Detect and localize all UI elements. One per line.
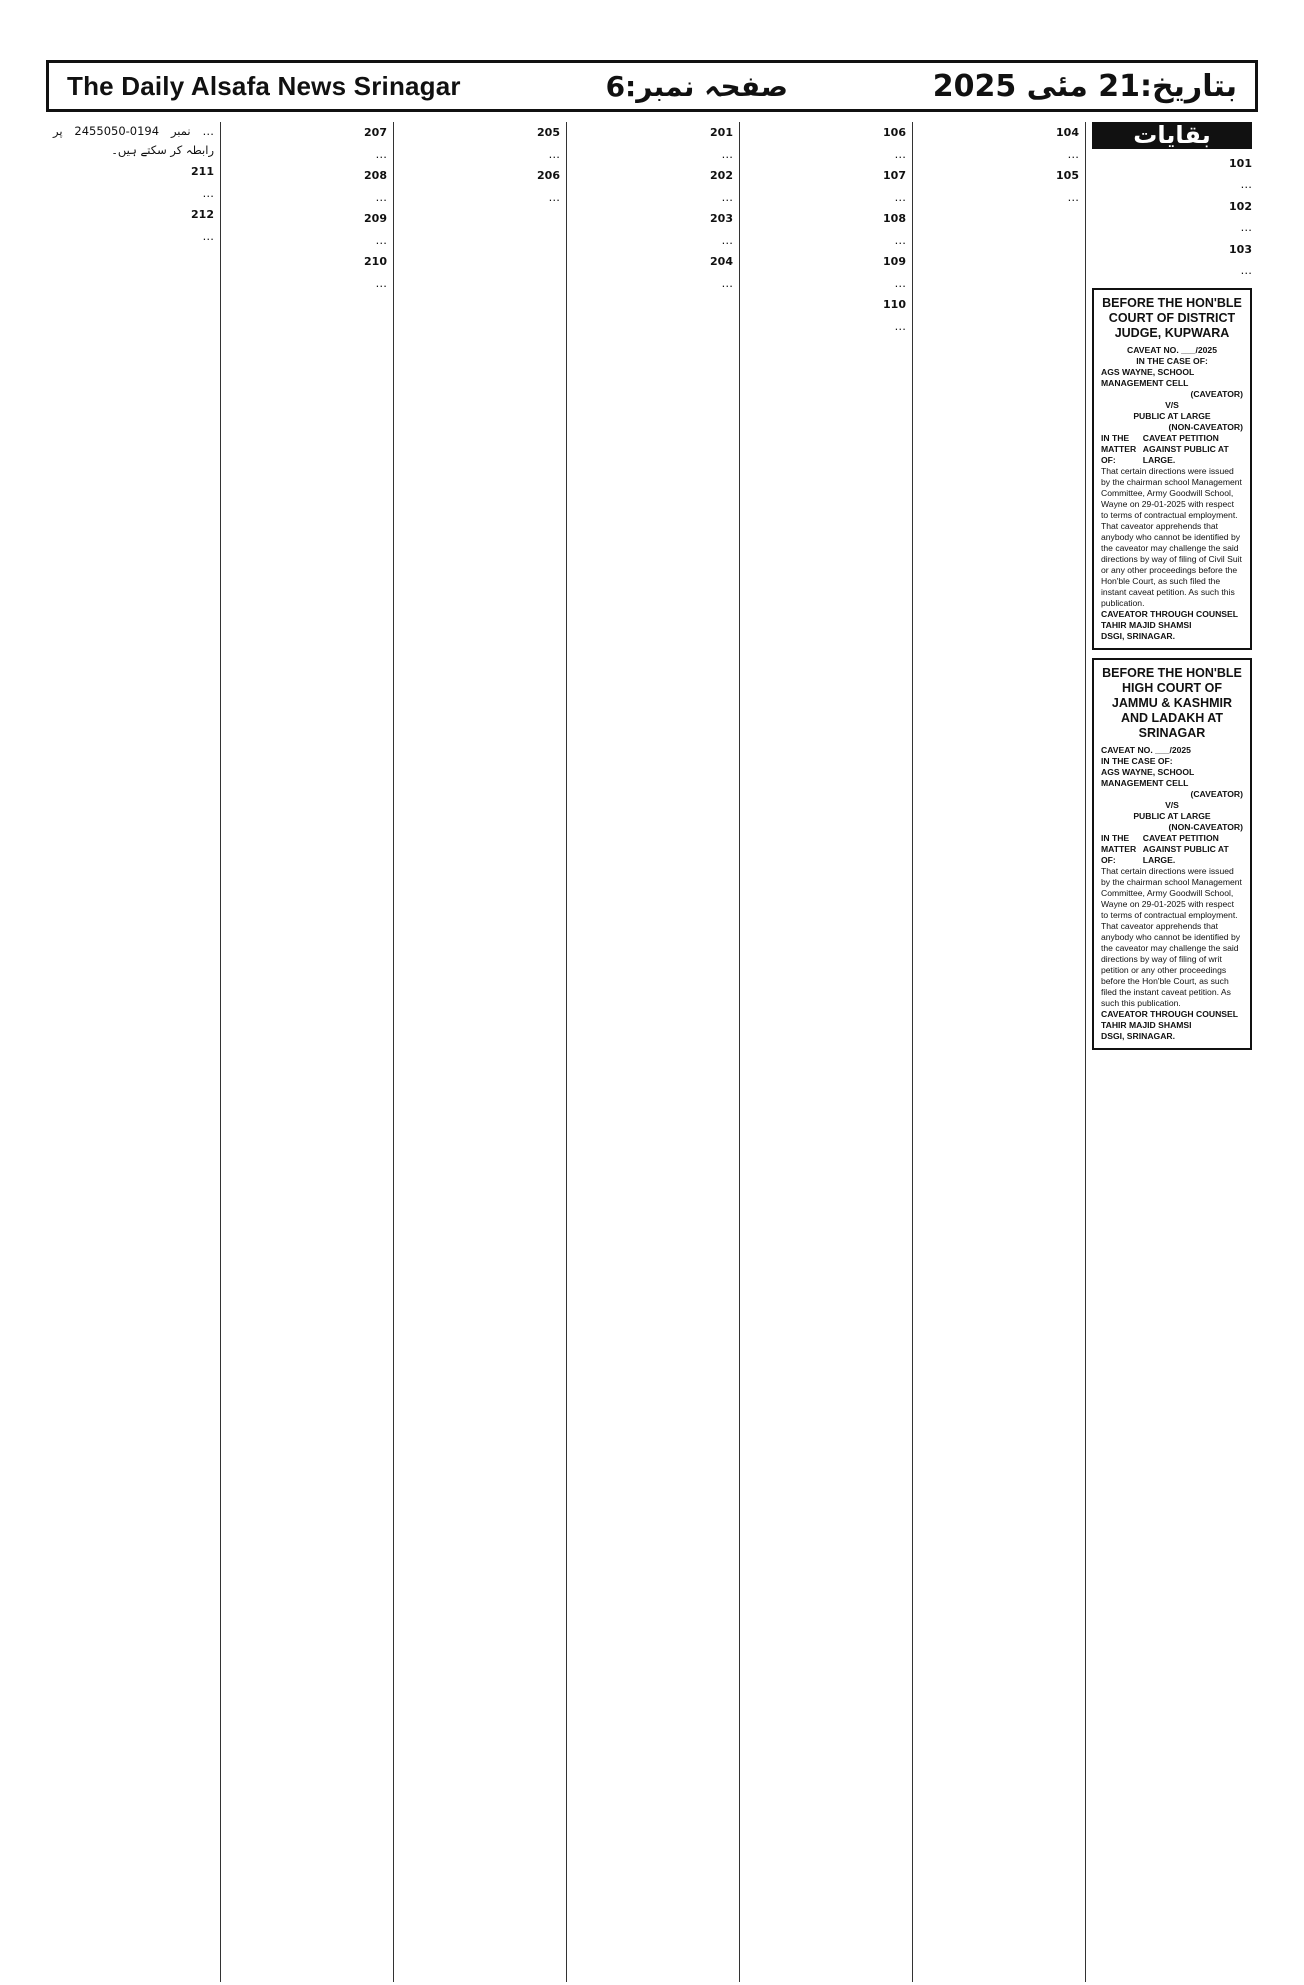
article-paragraph: … <box>202 185 214 200</box>
notice-through: CAVEATOR THROUGH COUNSEL <box>1101 1008 1239 1019</box>
item-number: 205 <box>537 126 560 139</box>
notice-place: DSGI, SRINAGAR. <box>1101 1030 1176 1041</box>
legal-notice-district-court <box>1092 288 1252 650</box>
notice-matter-text: CAVEAT PETITION AGAINST PUBLIC AT LARGE. <box>1142 432 1229 465</box>
column-baqiyat-2 <box>912 122 1085 1982</box>
item-number: 203 <box>710 212 733 225</box>
article-paragraph: … <box>375 146 387 161</box>
issue-date: بتاریخ:21 مئی 2025 <box>932 68 1237 104</box>
article-paragraph: … <box>721 232 733 247</box>
notice-party-public: PUBLIC AT LARGE <box>1133 410 1211 421</box>
page-number: صفحہ نمبر:6 <box>605 69 788 103</box>
notice-caveat-no: CAVEAT NO. ___/2025 <box>1101 744 1191 755</box>
item-number: 102 <box>1229 199 1252 213</box>
notice-matter <box>1101 433 1243 466</box>
column-7 <box>47 122 220 1982</box>
notice-place: DSGI, SRINAGAR. <box>1101 630 1176 641</box>
item-number: 104 <box>1056 126 1079 139</box>
column-6 <box>220 122 393 1982</box>
newspaper-title: The Daily Alsafa News Srinagar <box>67 70 461 101</box>
article-paragraph: … <box>375 232 387 247</box>
section-heading: بقایات <box>1092 122 1252 149</box>
notice-role-non-caveator: (NON-CAVEATOR) <box>1168 421 1243 432</box>
notice-body: That certain directions were issued by the chairman school Management Committee, Army Goodwill School, Wayne on 29-01-2025 with respect to terms of contractual employment. That caveator apprehends that anybody who cannot be identified by the caveator may challenge the said directions by way of filing of Civil Suit or any other proceedings before the Hon'ble Court, as such filed the instant caveat petition. As such this publication. <box>1101 465 1242 608</box>
item-number: 210 <box>364 255 387 268</box>
notice-matter-label: IN THE MATTER OF: <box>1101 432 1137 465</box>
article-paragraph: … <box>202 228 214 243</box>
item-number: 204 <box>710 255 733 268</box>
column-4 <box>566 122 739 1982</box>
article-paragraph: … <box>1240 177 1252 191</box>
notice-party-public: PUBLIC AT LARGE <box>1133 810 1211 821</box>
notice-role-caveator: (CAVEATOR) <box>1190 388 1243 399</box>
article-paragraph: … <box>894 232 906 247</box>
notice-party-caveator: AGS WAYNE, SCHOOL MANAGEMENT CELL <box>1101 366 1195 388</box>
notice-matter-label: IN THE MATTER OF: <box>1101 832 1137 865</box>
notice-body: That certain directions were issued by the chairman school Management Committee, Army Goodwill School, Wayne on 29-01-2025 with respect to terms of contractual employment. That caveator apprehends that anybody who cannot be identified by the caveator may challenge the said directions by way of filing of writ petition or any other proceedings before the Hon'ble Court, as such filed the instant caveat petition. As such this publication. <box>1101 865 1242 1008</box>
article-paragraph: … <box>721 189 733 204</box>
article-paragraph: … <box>894 189 906 204</box>
notice-vs: V/S <box>1165 399 1179 410</box>
notice-through: CAVEATOR THROUGH COUNSEL <box>1101 608 1239 619</box>
notice-role-non-caveator: (NON-CAVEATOR) <box>1168 821 1243 832</box>
item-number: 202 <box>710 169 733 182</box>
item-number: 109 <box>883 255 906 268</box>
article-paragraph: … <box>894 318 906 333</box>
item-number: 103 <box>1229 242 1252 256</box>
item-number: 108 <box>883 212 906 225</box>
article-paragraph: … <box>1240 263 1252 277</box>
notice-vs: V/S <box>1165 799 1179 810</box>
item-number: 211 <box>191 165 214 178</box>
item-number: 105 <box>1056 169 1079 182</box>
item-number: 106 <box>883 126 906 139</box>
notice-role-caveator: (CAVEATOR) <box>1190 788 1243 799</box>
article-paragraph: … نمبر 0194-2455050 پر رابطہ کر سکتے ہیں۔ <box>53 124 214 157</box>
legal-notice-high-court <box>1092 658 1252 1050</box>
article-paragraph: … <box>1067 146 1079 161</box>
article-paragraph: … <box>721 146 733 161</box>
article-paragraph: … <box>548 146 560 161</box>
notice-case-label: IN THE CASE OF: <box>1101 755 1173 766</box>
item-number: 208 <box>364 169 387 182</box>
notice-court: BEFORE THE HON'BLE HIGH COURT OF JAMMU & KASHMIR AND LADAKH AT SRINAGAR <box>1102 665 1242 740</box>
article-paragraph: … <box>721 275 733 290</box>
article-columns <box>46 122 1258 1982</box>
notice-matter-text: CAVEAT PETITION AGAINST PUBLIC AT LARGE. <box>1142 832 1229 865</box>
article-paragraph: … <box>548 189 560 204</box>
item-number: 107 <box>883 169 906 182</box>
article-paragraph: … <box>1067 189 1079 204</box>
masthead <box>46 60 1258 112</box>
column-3 <box>739 122 912 1982</box>
notice-counsel: TAHIR MAJID SHAMSI <box>1101 619 1192 630</box>
article-paragraph: … <box>894 275 906 290</box>
column-5 <box>393 122 566 1982</box>
item-number: 201 <box>710 126 733 139</box>
notice-counsel: TAHIR MAJID SHAMSI <box>1101 1019 1192 1030</box>
notice-party-caveator: AGS WAYNE, SCHOOL MANAGEMENT CELL <box>1101 766 1195 788</box>
notice-case-label: IN THE CASE OF: <box>1136 355 1208 366</box>
notice-caveat-no: CAVEAT NO. ___/2025 <box>1127 344 1217 355</box>
item-number: 212 <box>191 208 214 221</box>
article-paragraph: … <box>894 146 906 161</box>
notice-court: BEFORE THE HON'BLE COURT OF DISTRICT JUDGE, KUPWARA <box>1102 295 1242 340</box>
item-number: 209 <box>364 212 387 225</box>
article-paragraph: … <box>375 275 387 290</box>
item-number: 206 <box>537 169 560 182</box>
item-number: 101 <box>1229 156 1252 170</box>
article-paragraph: … <box>1240 220 1252 234</box>
article-paragraph: … <box>375 189 387 204</box>
item-number: 207 <box>364 126 387 139</box>
notice-matter <box>1101 833 1243 866</box>
column-baqiyat-1 <box>1085 122 1258 1982</box>
item-number: 110 <box>883 298 906 311</box>
